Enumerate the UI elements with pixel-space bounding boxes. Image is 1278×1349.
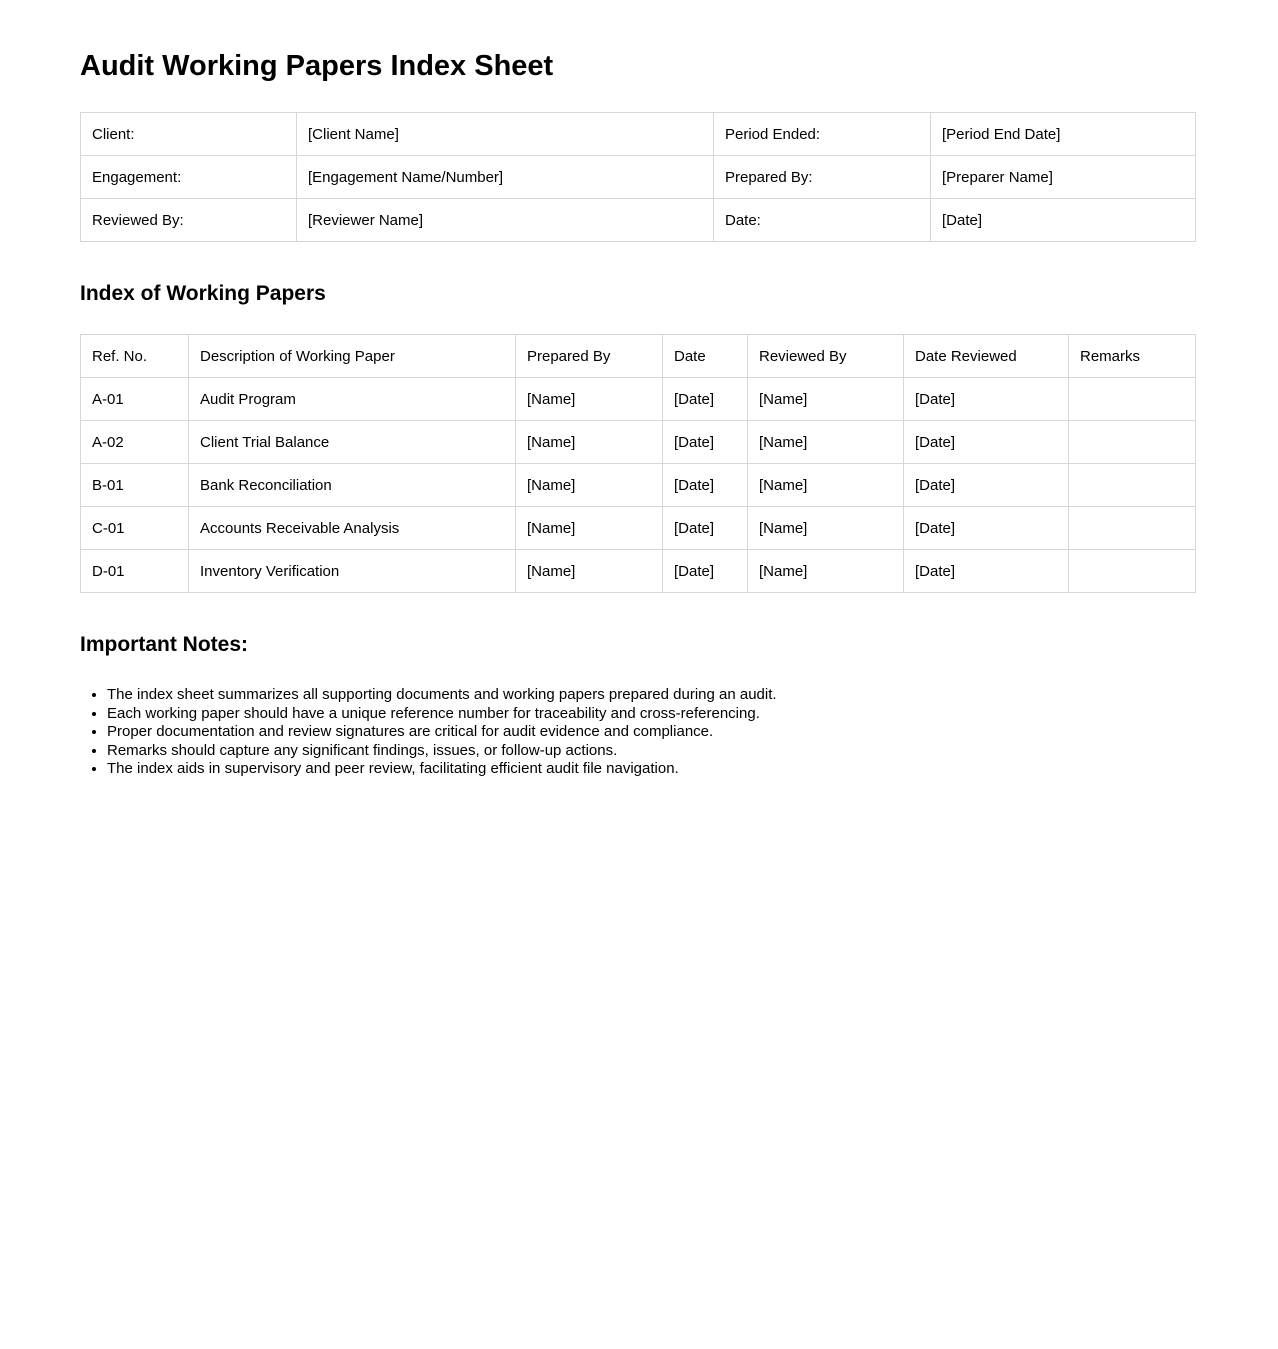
- cell-date-reviewed: [Date]: [904, 421, 1069, 464]
- cell-description: Client Trial Balance: [189, 421, 516, 464]
- info-table-row: [81, 156, 1196, 199]
- cell-date-reviewed: [Date]: [904, 507, 1069, 550]
- note-item: • Each working paper should have a unique reference number for traceability and cross-referencing.: [107, 705, 1195, 724]
- table-row: [81, 378, 1196, 421]
- cell-reviewed-by: [Name]: [748, 507, 904, 550]
- cell-description: Inventory Verification: [189, 550, 516, 593]
- info-value-reviewed-by: [Reviewer Name]: [297, 199, 714, 242]
- info-value-client: [Client Name]: [297, 113, 714, 156]
- working-papers-table: [80, 334, 1196, 593]
- info-label-client: Client:: [81, 113, 297, 156]
- cell-prepared-by: [Name]: [516, 378, 663, 421]
- notes-section-heading: Important Notes:: [80, 633, 248, 656]
- info-table-row: [81, 113, 1196, 156]
- index-section-heading: Index of Working Papers: [80, 282, 326, 305]
- cell-date: [Date]: [663, 421, 748, 464]
- table-row: [81, 421, 1196, 464]
- cell-date: [Date]: [663, 507, 748, 550]
- column-header-reviewed-by: Reviewed By: [748, 335, 904, 378]
- cell-reviewed-by: [Name]: [748, 464, 904, 507]
- cell-description: Bank Reconciliation: [189, 464, 516, 507]
- cell-date-reviewed: [Date]: [904, 378, 1069, 421]
- note-item: • Proper documentation and review signatures are critical for audit evidence and compliance.: [107, 723, 1195, 742]
- cell-prepared-by: [Name]: [516, 550, 663, 593]
- info-value-prepared-by: [Preparer Name]: [931, 156, 1196, 199]
- info-value-date: [Date]: [931, 199, 1196, 242]
- column-header-remarks: Remarks: [1069, 335, 1196, 378]
- cell-reviewed-by: [Name]: [748, 550, 904, 593]
- cell-date: [Date]: [663, 378, 748, 421]
- note-item: • The index aids in supervisory and peer review, facilitating efficient audit file navigation.: [107, 760, 1195, 779]
- info-label-period-ended: Period Ended:: [714, 113, 931, 156]
- cell-date-reviewed: [Date]: [904, 550, 1069, 593]
- cell-ref-no: B-01: [81, 464, 189, 507]
- cell-prepared-by: [Name]: [516, 421, 663, 464]
- cell-ref-no: A-02: [81, 421, 189, 464]
- cell-ref-no: C-01: [81, 507, 189, 550]
- column-header-date: Date: [663, 335, 748, 378]
- cell-reviewed-by: [Name]: [748, 378, 904, 421]
- column-header-description: Description of Working Paper: [189, 335, 516, 378]
- info-label-reviewed-by: Reviewed By:: [81, 199, 297, 242]
- cell-description: Audit Program: [189, 378, 516, 421]
- cell-prepared-by: [Name]: [516, 507, 663, 550]
- table-row: [81, 464, 1196, 507]
- note-item: • Remarks should capture any significant findings, issues, or follow-up actions.: [107, 742, 1195, 761]
- column-header-ref-no: Ref. No.: [81, 335, 189, 378]
- info-label-engagement: Engagement:: [81, 156, 297, 199]
- notes-list: [80, 686, 1195, 779]
- column-header-prepared-by: Prepared By: [516, 335, 663, 378]
- cell-remarks: [1069, 464, 1196, 507]
- cell-remarks: [1069, 378, 1196, 421]
- cell-prepared-by: [Name]: [516, 464, 663, 507]
- table-row: [81, 550, 1196, 593]
- cell-remarks: [1069, 507, 1196, 550]
- page-title: Audit Working Papers Index Sheet: [80, 50, 554, 82]
- info-table-row: [81, 199, 1196, 242]
- cell-remarks: [1069, 550, 1196, 593]
- table-header-row: [81, 335, 1196, 378]
- info-label-prepared-by: Prepared By:: [714, 156, 931, 199]
- cell-reviewed-by: [Name]: [748, 421, 904, 464]
- info-value-period-ended: [Period End Date]: [931, 113, 1196, 156]
- engagement-info-table: [80, 112, 1196, 242]
- cell-description: Accounts Receivable Analysis: [189, 507, 516, 550]
- note-item: • The index sheet summarizes all supporting documents and working papers prepared during an audit.: [107, 686, 1195, 705]
- info-label-date: Date:: [714, 199, 931, 242]
- cell-ref-no: A-01: [81, 378, 189, 421]
- cell-ref-no: D-01: [81, 550, 189, 593]
- info-value-engagement: [Engagement Name/Number]: [297, 156, 714, 199]
- cell-date: [Date]: [663, 464, 748, 507]
- document-page: [0, 49, 1278, 1349]
- table-row: [81, 507, 1196, 550]
- cell-remarks: [1069, 421, 1196, 464]
- cell-date-reviewed: [Date]: [904, 464, 1069, 507]
- column-header-date-reviewed: Date Reviewed: [904, 335, 1069, 378]
- cell-date: [Date]: [663, 550, 748, 593]
